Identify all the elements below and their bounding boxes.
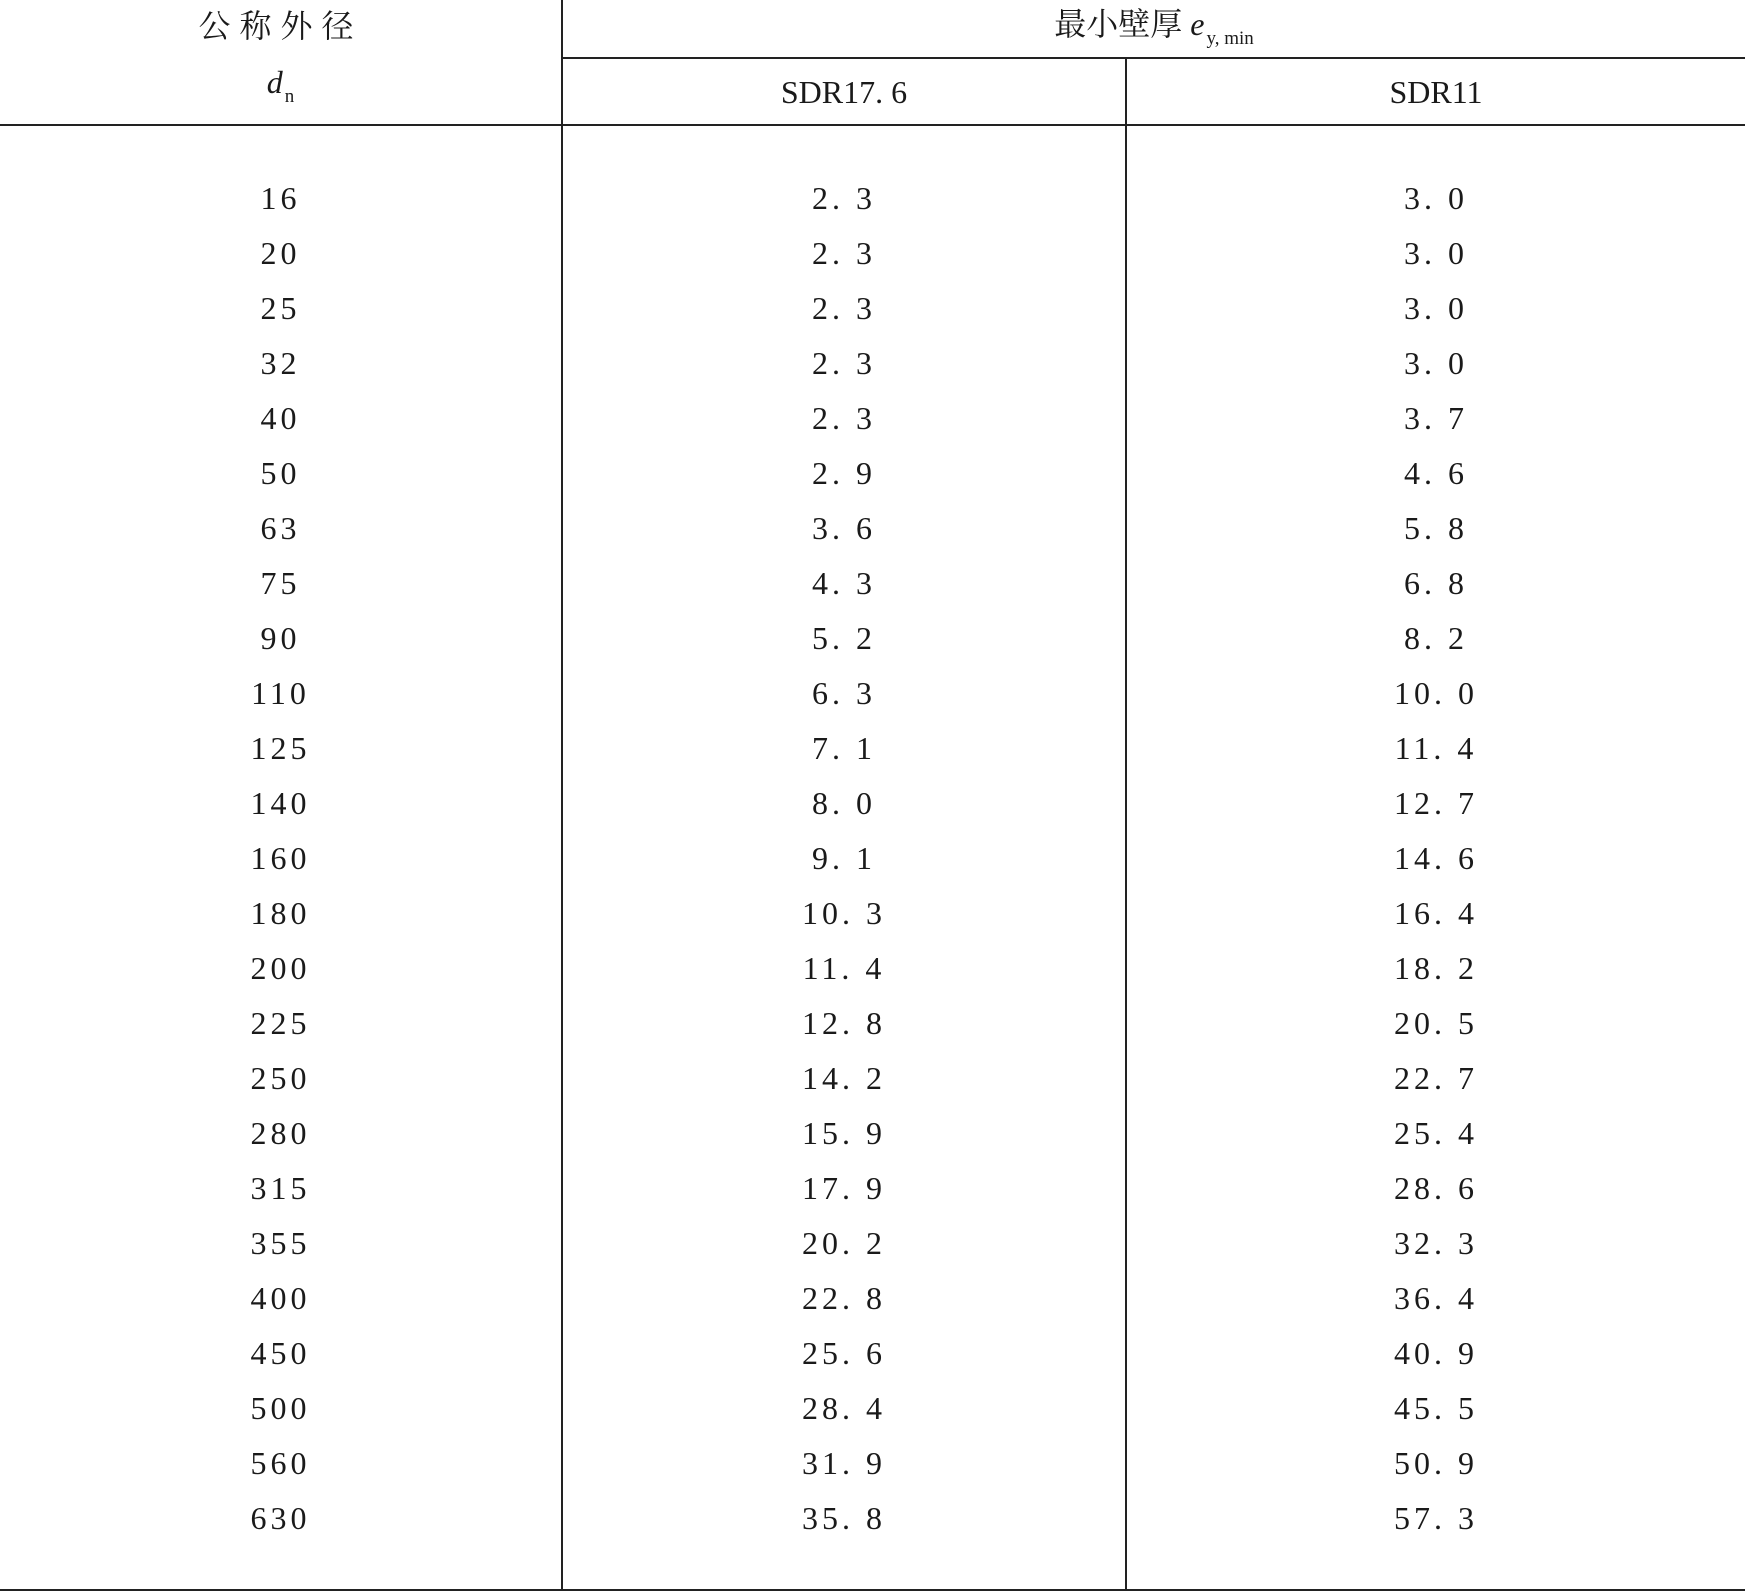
cell-sdr11: 32. 3 xyxy=(1394,1225,1478,1261)
cell-sdr17-6: 14. 2 xyxy=(802,1060,886,1096)
cell-nominal-diameter: 180 xyxy=(250,895,311,931)
dn-symbol: d xyxy=(266,64,283,100)
cell-sdr17-6: 20. 2 xyxy=(802,1225,886,1261)
min-wall-thickness-label: 最小壁厚 xyxy=(1054,6,1183,42)
cell-sdr11: 18. 2 xyxy=(1394,950,1478,986)
cell-sdr17-6: 2. 3 xyxy=(812,235,876,271)
cell-nominal-diameter: 90 xyxy=(260,620,301,656)
cell-sdr11: 11. 4 xyxy=(1394,730,1478,766)
cell-nominal-diameter: 110 xyxy=(251,675,310,711)
cell-nominal-diameter: 125 xyxy=(250,730,311,766)
cell-sdr17-6: 2. 3 xyxy=(812,290,876,326)
cell-sdr11: 5. 8 xyxy=(1404,510,1468,546)
cell-sdr11: 25. 4 xyxy=(1394,1115,1478,1151)
cell-sdr17-6: 28. 4 xyxy=(802,1390,886,1426)
cell-nominal-diameter: 20 xyxy=(260,235,301,271)
cell-sdr11: 3. 0 xyxy=(1404,345,1468,381)
cell-sdr11: 45. 5 xyxy=(1394,1390,1478,1426)
col-nominal-diameter-title: 公称外径 xyxy=(198,8,363,44)
cell-nominal-diameter: 630 xyxy=(250,1500,311,1536)
cell-sdr11: 57. 3 xyxy=(1394,1500,1478,1536)
cell-sdr17-6: 11. 4 xyxy=(802,950,886,986)
cell-sdr17-6: 2. 3 xyxy=(812,400,876,436)
cell-sdr17-6: 25. 6 xyxy=(802,1335,886,1371)
group-header-underline xyxy=(563,57,1745,59)
cell-nominal-diameter: 63 xyxy=(260,510,301,546)
col-sdr11-title: SDR11 xyxy=(1389,74,1483,110)
cell-sdr17-6: 17. 9 xyxy=(802,1170,886,1206)
cell-sdr11: 36. 4 xyxy=(1394,1280,1478,1316)
cell-nominal-diameter: 355 xyxy=(250,1225,311,1261)
cell-nominal-diameter: 75 xyxy=(260,565,301,601)
cell-sdr17-6: 4. 3 xyxy=(812,565,876,601)
cell-nominal-diameter: 280 xyxy=(250,1115,311,1151)
cell-sdr11: 4. 6 xyxy=(1404,455,1468,491)
cell-nominal-diameter: 400 xyxy=(250,1280,311,1316)
cell-sdr17-6: 2. 3 xyxy=(812,345,876,381)
cell-sdr17-6: 9. 1 xyxy=(812,840,876,876)
cell-sdr11: 40. 9 xyxy=(1394,1335,1478,1371)
cell-sdr17-6: 6. 3 xyxy=(812,675,876,711)
cell-sdr17-6: 12. 8 xyxy=(802,1005,886,1041)
cell-sdr11: 8. 2 xyxy=(1404,620,1468,656)
cell-nominal-diameter: 140 xyxy=(250,785,311,821)
cell-sdr17-6: 2. 9 xyxy=(812,455,876,491)
cell-sdr11: 12. 7 xyxy=(1394,785,1478,821)
col-sdr17-6-title: SDR17. 6 xyxy=(780,74,908,110)
cell-sdr11: 28. 6 xyxy=(1394,1170,1478,1206)
cell-sdr11: 3. 0 xyxy=(1404,180,1468,216)
header-bottom-rule xyxy=(0,124,1745,126)
cell-sdr17-6: 35. 8 xyxy=(802,1500,886,1536)
cell-sdr17-6: 3. 6 xyxy=(812,510,876,546)
cell-sdr11: 3. 0 xyxy=(1404,235,1468,271)
col-nominal-diameter-symbol xyxy=(0,58,561,112)
cell-sdr17-6: 7. 1 xyxy=(812,730,876,766)
cell-nominal-diameter: 450 xyxy=(250,1335,311,1371)
cell-sdr17-6: 2. 3 xyxy=(812,180,876,216)
dn-symbol-subscript: n xyxy=(284,86,295,107)
cell-nominal-diameter: 250 xyxy=(250,1060,311,1096)
cell-sdr17-6: 5. 2 xyxy=(812,620,876,656)
cell-sdr17-6: 15. 9 xyxy=(802,1115,886,1151)
cell-nominal-diameter: 32 xyxy=(260,345,301,381)
cell-sdr11: 20. 5 xyxy=(1394,1005,1478,1041)
cell-sdr11: 6. 8 xyxy=(1404,565,1468,601)
cell-nominal-diameter: 160 xyxy=(250,840,311,876)
cell-sdr11: 50. 9 xyxy=(1394,1445,1478,1481)
group-min-wall-thickness-title xyxy=(563,0,1745,54)
cell-sdr17-6: 31. 9 xyxy=(802,1445,886,1481)
cell-sdr17-6: 10. 3 xyxy=(802,895,886,931)
cell-nominal-diameter: 25 xyxy=(260,290,301,326)
cell-nominal-diameter: 500 xyxy=(250,1390,311,1426)
cell-sdr17-6: 8. 0 xyxy=(812,785,876,821)
ey-symbol-subscript: y, min xyxy=(1206,28,1254,49)
cell-sdr11: 3. 0 xyxy=(1404,290,1468,326)
cell-sdr11: 10. 0 xyxy=(1394,675,1478,711)
cell-sdr11: 3. 7 xyxy=(1404,400,1468,436)
cell-sdr11: 16. 4 xyxy=(1394,895,1478,931)
cell-nominal-diameter: 50 xyxy=(260,455,301,491)
cell-sdr11: 22. 7 xyxy=(1394,1060,1478,1096)
cell-nominal-diameter: 560 xyxy=(250,1445,311,1481)
ey-symbol: e xyxy=(1190,6,1205,42)
cell-nominal-diameter: 40 xyxy=(260,400,301,436)
cell-nominal-diameter: 315 xyxy=(250,1170,311,1206)
cell-nominal-diameter: 200 xyxy=(250,950,311,986)
cell-sdr17-6: 22. 8 xyxy=(802,1280,886,1316)
cell-sdr11: 14. 6 xyxy=(1394,840,1478,876)
cell-nominal-diameter: 225 xyxy=(250,1005,311,1041)
cell-nominal-diameter: 16 xyxy=(260,180,301,216)
